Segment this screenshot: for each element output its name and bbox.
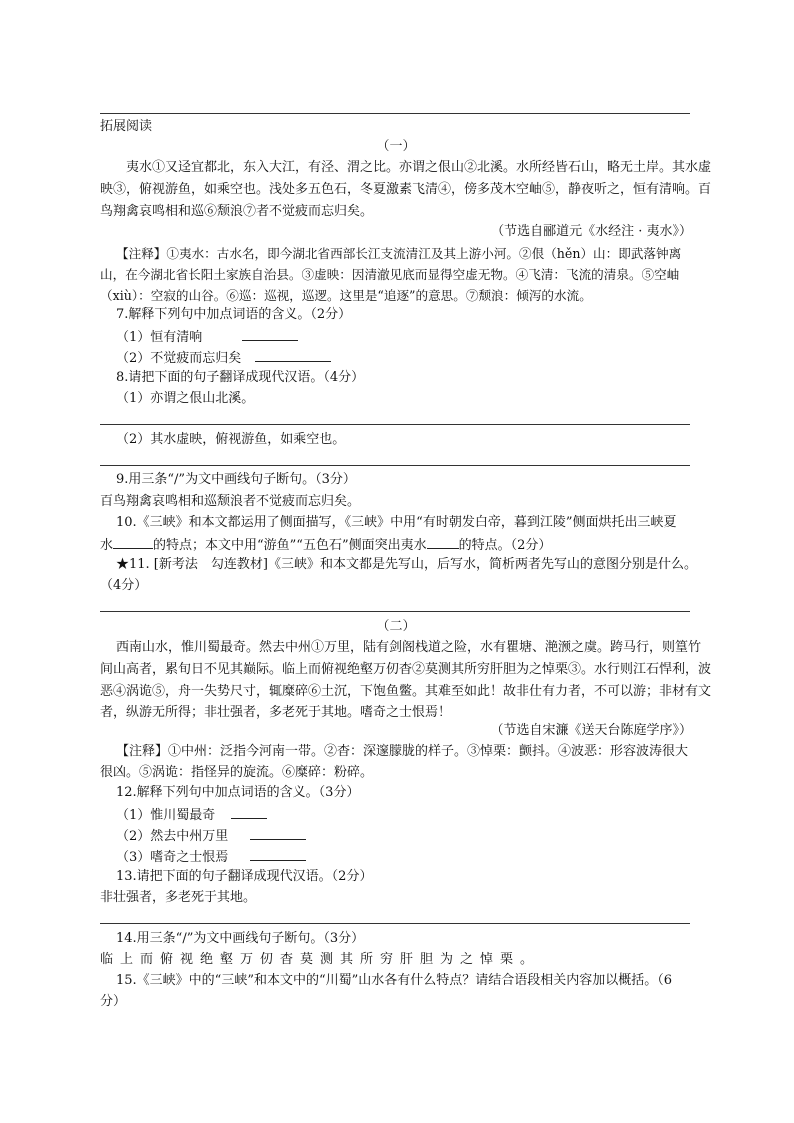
question-11-line-1: ★11. [新考法 勾连教材]《三峡》和本文都是先写山，后写水，简析两者先写山的意图分别是什么。 xyxy=(116,557,697,572)
divider-top xyxy=(100,113,690,114)
answer-line[interactable] xyxy=(100,465,690,466)
part2-para-line-4: 者，纵游无所得；非壮强者，多老死于其地。嗜奇之士恨焉！ xyxy=(100,705,452,720)
part1-notes-line-2: 山，在今湖北省长阳土家族自治县。③虚映：因清澈见底而显得空虚无物。④飞清：飞流的清泉。⑤空岫 xyxy=(100,267,680,282)
part2-para-line-1: 西南山水，惟川蜀最奇。然去中州①万里，陆有剑阁栈道之险，水有瞿塘、滟滪之虞。跨马行，则篁竹 xyxy=(116,640,702,655)
q14-text: 临上而俯视绝壑万仞杳莫测其所穷肝胆为之悼栗。 xyxy=(100,952,541,967)
part2-source: （节选自宋濂《送天台陈庭学序》） xyxy=(490,723,692,738)
question-15-line-2: 分） xyxy=(100,994,127,1009)
answer-blank[interactable] xyxy=(427,534,459,549)
q12-item-1: （1）惟川蜀最奇 xyxy=(100,804,692,826)
answer-blank[interactable] xyxy=(250,825,306,840)
q12-item-3: （3）嗜奇之士恨焉 xyxy=(100,846,692,868)
question-10-line-2: 水 的特点；本文中用“游鱼”“五色石”侧面突出夷水 的特点。（2分） xyxy=(100,534,692,556)
answer-blank[interactable] xyxy=(242,326,298,341)
answer-line[interactable] xyxy=(100,611,690,612)
part1-notes-line-1: 【注释】①夷水：古水名，即今湖北省西部长江支流清江及其上游小河。②佷（hěn）山：即武落钟离 xyxy=(116,246,682,261)
part1-source: （节选自郦道元《水经注 · 夷水》） xyxy=(491,224,692,239)
q9-text: 百鸟翔禽哀鸣相和巡颓浪者不觉疲而忘归矣。 xyxy=(100,494,361,509)
question-7: 7.解释下列句中加点词语的含义。（2分） xyxy=(116,307,352,322)
answer-blank[interactable] xyxy=(255,347,331,362)
section-title: 拓展阅读 xyxy=(100,119,153,134)
part1-heading: （一） xyxy=(376,139,416,154)
q8-item-1: （1）亦谓之佷山北溪。 xyxy=(116,391,255,406)
part1-para-line-3: 鸟翔禽哀鸣相和巡⑥颓浪⑦者不觉疲而忘归矣。 xyxy=(100,204,374,219)
question-13: 13.请把下面的句子翻译成现代汉语。（2分） xyxy=(116,869,373,884)
answer-blank[interactable] xyxy=(113,534,153,549)
q7-item-1: （1）恒有清响 xyxy=(100,326,692,348)
part2-para-line-2: 间山高者，累旬日不见其巅际。临上而俯视绝壑万仞杳②莫测其所穷肝胆为之悼栗③。水行则江石悍利，波 xyxy=(100,662,712,677)
question-14: 14.用三条“/”为文中画线句子断句。（3分） xyxy=(116,931,365,946)
question-11-line-2: （4分） xyxy=(100,578,148,593)
question-15-line-1: 15.《三峡》中的“三峡”和本文中的“川蜀”山水各有什么特点？请结合语段相关内容加以概括。（6 xyxy=(116,973,673,988)
answer-blank[interactable] xyxy=(231,804,267,819)
question-9: 9.用三条“/”为文中画线句子断句。（3分） xyxy=(116,472,356,487)
question-12: 12.解释下列句中加点词语的含义。（3分） xyxy=(116,785,360,800)
question-10-line-1: 10.《三峡》和本文都运用了侧面描写，《三峡》中用“有时朝发白帝，暮到江陵”侧面烘托出三峡夏 xyxy=(116,515,677,530)
q12-item-2: （2）然去中州万里 xyxy=(100,825,692,847)
part2-notes-line-2: 很凶。⑤涡诡：指怪异的旋流。⑥糜碎：粉碎。 xyxy=(100,765,374,780)
part2-para-line-3: 恶④涡诡⑤，舟一失势尺寸，辄糜碎⑥土沉，下饱鱼鳖。其难至如此！故非仕有力者，不可以游；非材有文 xyxy=(100,684,712,699)
q13-text: 非壮强者，多老死于其地。 xyxy=(100,890,257,905)
answer-blank[interactable] xyxy=(250,846,306,861)
part2-notes-line-1: 【注释】①中州：泛指今河南一带。②杳：深邃朦胧的样子。③悼栗：颤抖。④波恶：形容波涛很大 xyxy=(116,744,689,759)
answer-line[interactable] xyxy=(100,923,690,924)
part1-notes-line-3: （xiù）：空寂的山谷。⑥巡：巡视，巡逻。这里是“追逐”的意思。⑦颓浪：倾泻的水流。 xyxy=(100,288,592,303)
part1-para-line-2: 映③，俯视游鱼，如乘空也。浅处多五色石，冬夏激素飞清④，傍多茂木空岫⑤，静夜听之，恒有清响。百 xyxy=(100,182,712,197)
q7-item-2: （2）不觉疲而忘归矣 xyxy=(100,347,692,369)
answer-line[interactable] xyxy=(100,424,690,425)
part2-heading: （二） xyxy=(376,619,416,634)
question-8: 8.请把下面的句子翻译成现代汉语。（4分） xyxy=(116,370,365,385)
q8-item-2: （2）其水虚映，俯视游鱼，如乘空也。 xyxy=(116,432,346,447)
part1-para-line-1: 夷水①又迳宜都北，东入大江，有泾、渭之比。亦谓之佷山②北溪。水所经皆石山，略无土岸。其水虚 xyxy=(126,160,712,175)
